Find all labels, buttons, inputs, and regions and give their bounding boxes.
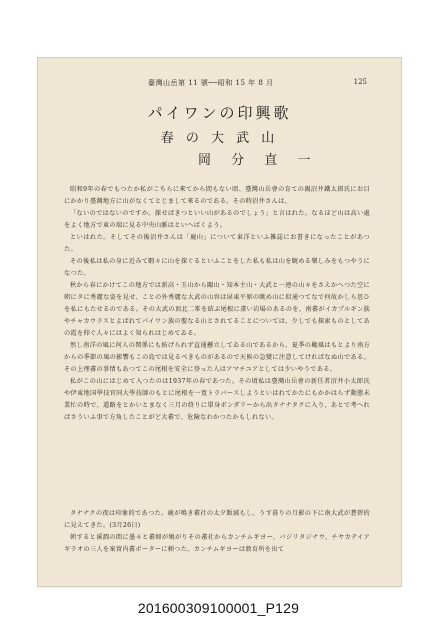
note-paragraph: 朝すると溪澗の間に墨々と蕃婦が鳩がりその蕃社からカンチムギヨー、バジリタジナウ、チヤカテイアギラオの三人を案實内蕃ボーターに頼つた。カンチムギヨーは敦育所を出て bbox=[64, 534, 370, 553]
note-paragraph: タナナクの夜は印象的であつた。鹿が鳴き蕃社の太夕飯減もし、うす暮りの月影の下に南大武が蒼碧的に見えてきた。(3月26日) bbox=[64, 510, 370, 529]
page-header bbox=[38, 78, 401, 92]
body-paragraph: 「ないのではないのですか。探せばきつといい山があるのでしょう」と言はれた。なるほど山は高い處をよく地方で東の端に見る中央山脈はといへばくよう。 bbox=[64, 210, 370, 229]
publication-info: 臺灣山岳第 11 號──昭和 15 年 8 月 bbox=[148, 79, 274, 87]
article-note bbox=[64, 508, 370, 574]
article-title: パイワンの印興歌 bbox=[147, 104, 292, 122]
body-paragraph: 然し南洋の風に何人の関係にも紡げられず直通懸立してゐる山であるから、夏季の颱風はもとより南方からの季節の風の影響もこの島では見るべきものがあるので天候の急變に注意してければなぬ山である。その上理蕃の事情もあつてこの尾根を安全に登った人はアマチユアとしては少いやうである。 bbox=[64, 342, 370, 373]
body-paragraph: 昭和9年の春でもつたか私がこちらに來てから間もない頃、臺灣山岳會の育ての親沼井鐵太郎氏にお目にかかり臺灣地方に山がなくてとじまして來るのである。その時沼井さんは、 bbox=[64, 186, 370, 205]
body-paragraph: といはれた。そしてその後沼井さんは「鹿山」について東洋といふ雑誌にお書きになったことがあつた。 bbox=[64, 234, 370, 253]
body-paragraph: 私がこの山にはじめて入つたのは1937年の春であつた。その頃私は臺灣山岳會の新任者沼井小太郎氏や伊東地国學技官同大學技師のもとに尾根を一寛トラバースしようといはれてかたにもかかはらず動態未業忙の時で、道路をとかいとまなく三月の終りに單身ボンダリーから出タナナタクに入り、あとで考へればさういふ事で方角したことがど大蕃で、危險なわかつたかもしれない。 bbox=[64, 378, 370, 421]
author-name: 岡 分 直 一 bbox=[198, 153, 319, 168]
image-caption: 201600309100001_P129 bbox=[137, 600, 300, 616]
article-body bbox=[64, 184, 370, 502]
magazine-page bbox=[38, 58, 401, 586]
body-paragraph: 秋から春にかけてこの地方では新高・玉山から關山・知本主山・大武と一連の山々をさえかへつた空に朝にタに秀麗な姿を見せ、ことの外秀麗な大武の山容は屏東平原の眺め山に似通つてなで何故かしら思ひを私にもたせるのである。その大武の頂北二峯を結ぶ尾根に畫い岩場のあるのを、南蕃がイカプルギン族やチャカウラスとよばれてパイワン族の聖なる山とされてることについては、少しでも探索ものとしてあの霞を仰ぐ人々にはよく知られはじめてゐる。 bbox=[64, 282, 370, 337]
page-number: 125 bbox=[353, 78, 367, 86]
body-paragraph: その後私は私の身に近みて暇々に山を探ぐるといふことをした私も私は山を眺める樂しみをもつやうになつた。 bbox=[64, 258, 370, 277]
article-subtitle: 春 の 大 武 山 bbox=[160, 131, 279, 146]
